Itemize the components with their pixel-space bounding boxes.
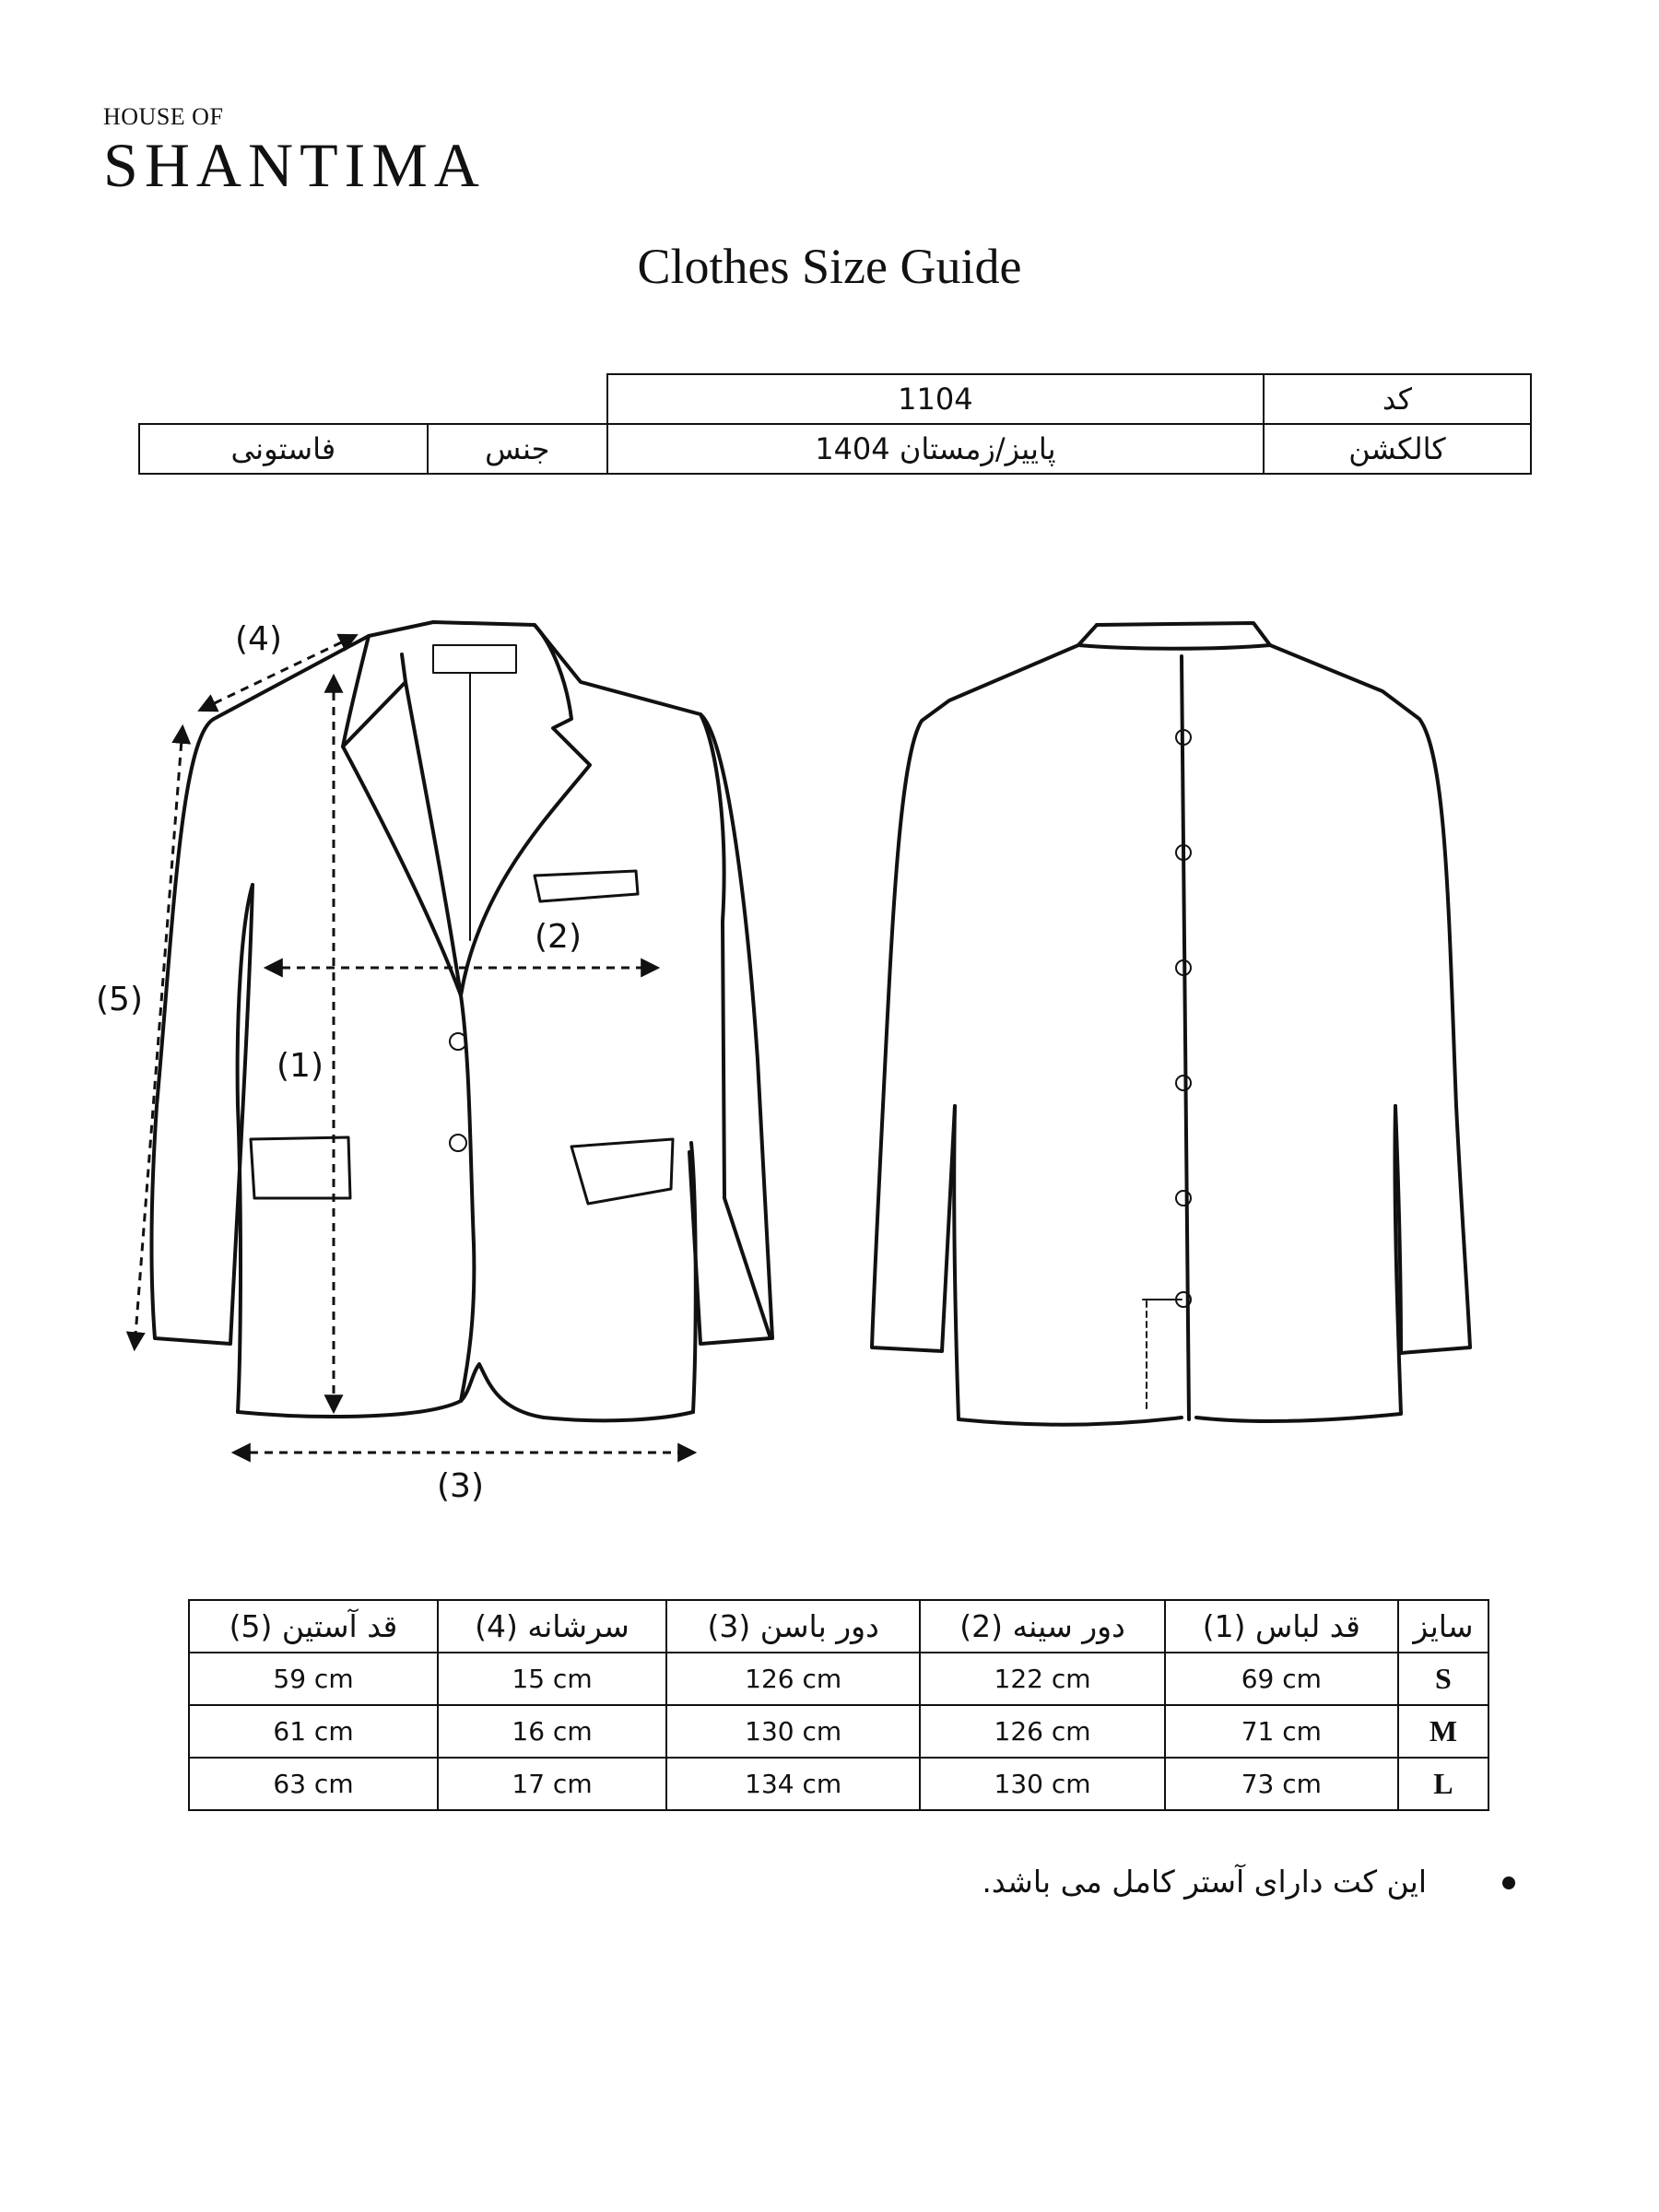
measure-label-5: (5) — [96, 981, 143, 1018]
cell-hip: 130 cm — [666, 1705, 920, 1758]
bullet-icon — [1502, 1877, 1515, 1889]
cell-chest: 122 cm — [920, 1653, 1164, 1705]
cell-size: L — [1398, 1758, 1488, 1810]
cell-hip: 126 cm — [666, 1653, 920, 1705]
brand-logo — [103, 103, 486, 200]
code-value: 1104 — [607, 374, 1264, 424]
header-shoulder: (4) سرشانه — [438, 1600, 666, 1653]
measure-label-4: (4) — [235, 620, 282, 658]
cell-length: 71 cm — [1165, 1705, 1398, 1758]
material-label: جنس — [428, 424, 607, 474]
header-length: (1) قد لباس — [1165, 1600, 1398, 1653]
cell-shoulder: 16 cm — [438, 1705, 666, 1758]
header-size: سایز — [1398, 1600, 1488, 1653]
jacket-back-drawing — [872, 623, 1470, 1425]
cell-hip: 134 cm — [666, 1758, 920, 1810]
cell-shoulder: 15 cm — [438, 1653, 666, 1705]
collection-label: کالکشن — [1264, 424, 1531, 474]
collection-value: پاییز/زمستان 1404 — [607, 424, 1264, 474]
info-empty-cell — [139, 374, 607, 424]
header-hip: (3) دور باسن — [666, 1600, 920, 1653]
cell-chest: 126 cm — [920, 1705, 1164, 1758]
header-chest: (2) دور سینه — [920, 1600, 1164, 1653]
cell-length: 73 cm — [1165, 1758, 1398, 1810]
cell-shoulder: 17 cm — [438, 1758, 666, 1810]
page-title: Clothes Size Guide — [637, 239, 1022, 294]
cell-sleeve: 63 cm — [189, 1758, 438, 1810]
size-table — [188, 1599, 1489, 1811]
cell-sleeve: 61 cm — [189, 1705, 438, 1758]
measure-label-1: (1) — [276, 1047, 324, 1085]
brand-main-text: SHANTIMA — [103, 130, 486, 200]
product-info-table — [138, 373, 1532, 475]
measure-line-5 — [135, 728, 182, 1347]
cell-size: S — [1398, 1653, 1488, 1705]
measure-label-3: (3) — [437, 1467, 484, 1505]
cell-chest: 130 cm — [920, 1758, 1164, 1810]
jacket-front-drawing — [152, 622, 773, 1420]
size-table-header-row — [189, 1600, 1488, 1653]
code-label: کد — [1264, 374, 1531, 424]
cell-sleeve: 59 cm — [189, 1653, 438, 1705]
table-row — [189, 1653, 1488, 1705]
lining-note: این کت دارای آستر کامل می باشد. — [982, 1864, 1427, 1900]
cell-size: M — [1398, 1705, 1488, 1758]
material-value: فاستونی — [139, 424, 428, 474]
brand-top-text: HOUSE OF — [103, 103, 224, 130]
table-row — [189, 1705, 1488, 1758]
jacket-diagram — [83, 590, 1521, 1512]
measure-label-2: (2) — [535, 918, 582, 956]
measurement-lines — [135, 636, 693, 1453]
cell-length: 69 cm — [1165, 1653, 1398, 1705]
header-sleeve-length: (5) قد آستین — [189, 1600, 438, 1653]
table-row — [189, 1758, 1488, 1810]
